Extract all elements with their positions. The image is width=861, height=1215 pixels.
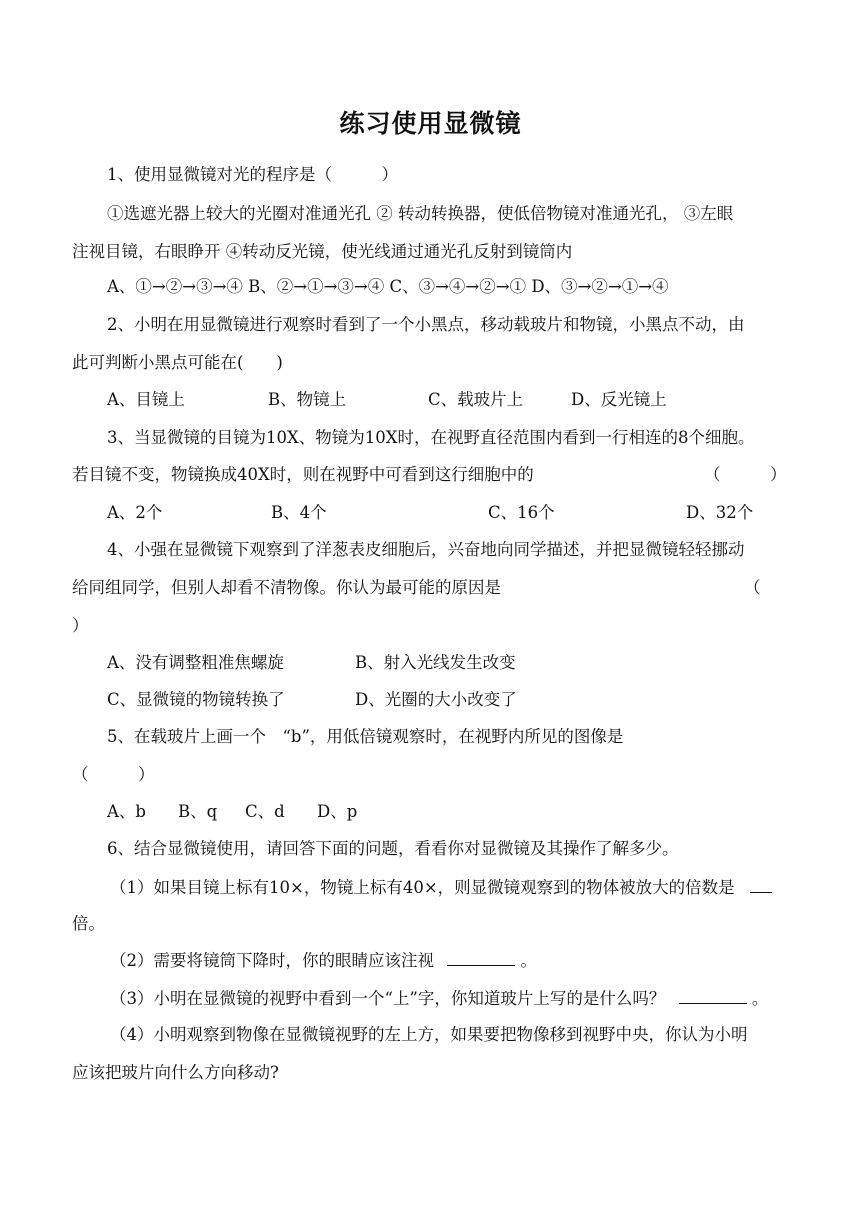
- q1-options: A、①→②→③→④ B、②→①→③→④ C、③→④→②→① D、③→②→①→④: [107, 277, 669, 296]
- q5-answer-paren: （ ）: [72, 765, 155, 784]
- q6-part2-period: 。: [520, 951, 537, 970]
- q6-part2-text: （2）需要将镜筒下降时，你的眼睛应该注视: [110, 951, 434, 970]
- q6-part4-line2: 应该把玻片向什么方向移动?: [72, 1063, 279, 1082]
- q2-line1: 2、小明在用显微镜进行观察时看到了一个小黑点，移动载玻片和物镜，小黑点不动，由: [107, 315, 745, 334]
- q1-steps-line2: 注视目镜，右眼睁开 ④转动反光镜，使光线通过通光孔反射到镜筒内: [72, 242, 573, 261]
- q4-paren-close: ）: [72, 616, 89, 635]
- q3-answer-paren: （ ）: [704, 465, 787, 484]
- q6-part1-line1: [110, 876, 772, 899]
- q6-part3-blank[interactable]: [679, 987, 747, 1004]
- q6-part3-text: （3）小明在显微镜的视野中看到一个“上”字，你知道玻片上写的是什么吗？: [110, 989, 666, 1008]
- q2-option-d: D、反光镜上: [571, 390, 667, 409]
- q2-option-a: A、目镜上: [107, 390, 185, 409]
- q6-part2-blank[interactable]: [447, 949, 515, 966]
- q5-option-c: C、d: [245, 802, 285, 821]
- q5-option-a: A、b: [107, 802, 146, 821]
- q4-option-d: D、光圈的大小改变了: [355, 690, 517, 709]
- q2-line2: 此可判断小黑点可能在( ): [72, 353, 283, 372]
- q5-option-d: D、p: [317, 802, 358, 821]
- q6-part1-text: （1）如果目镜上标有10×，物镜上标有40×，则显微镜观察到的物体被放大的倍数是: [110, 878, 735, 897]
- q6-part1-blank[interactable]: [750, 876, 772, 893]
- q6-part2: [110, 949, 537, 972]
- q1-stem: 1、使用显微镜对光的程序是（ ）: [107, 165, 398, 184]
- q4-paren-open: （: [744, 578, 761, 597]
- q5-option-b: B、q: [178, 802, 218, 821]
- q3-option-d: D、32个: [686, 503, 754, 522]
- q2-option-c: C、载玻片上: [428, 390, 524, 409]
- page-title: 练习使用显微镜: [339, 109, 522, 138]
- q4-line2: 给同组同学，但别人却看不清物像。你认为最可能的原因是: [72, 578, 501, 597]
- q3-option-a: A、2个: [107, 503, 163, 522]
- q3-line1: 3、当显微镜的目镜为10X、物镜为10X时，在视野直径范围内看到一行相连的8个细胞。: [107, 428, 755, 447]
- q4-option-b: B、射入光线发生改变: [355, 653, 516, 672]
- q4-option-c: C、显微镜的物镜转换了: [107, 690, 285, 709]
- q4-option-a: A、没有调整粗准焦螺旋: [107, 653, 284, 672]
- q6-part4-line1: （4）小明观察到物像在显微镜视野的左上方，如果要把物像移到视野中央，你认为小明: [110, 1025, 748, 1044]
- q1-steps-line1: ①选遮光器上较大的光圈对准通光孔 ② 转动转换器，使低倍物镜对准通光孔， ③左眼: [107, 204, 734, 223]
- q3-line2: 若目镜不变，物镜换成40X时，则在视野中可看到这行细胞中的: [72, 465, 534, 484]
- q6-part3-period: 。: [751, 989, 769, 1008]
- q6-part3: [110, 987, 768, 1010]
- q6-part1-line2: 倍。: [72, 914, 105, 933]
- q3-option-c: C、16个: [488, 503, 555, 522]
- q2-option-b: B、物镜上: [268, 390, 347, 409]
- q5-line1: 5、在载玻片上画一个 “b”，用低倍镜观察时，在视野内所见的图像是: [107, 727, 624, 746]
- q3-option-b: B、4个: [271, 503, 327, 522]
- q6-stem: 6、结合显微镜使用，请回答下面的问题，看看你对显微镜及其操作了解多少。: [107, 839, 679, 858]
- q4-line1: 4、小强在显微镜下观察到了洋葱表皮细胞后，兴奋地向同学描述，并把显微镜轻轻挪动: [107, 540, 745, 559]
